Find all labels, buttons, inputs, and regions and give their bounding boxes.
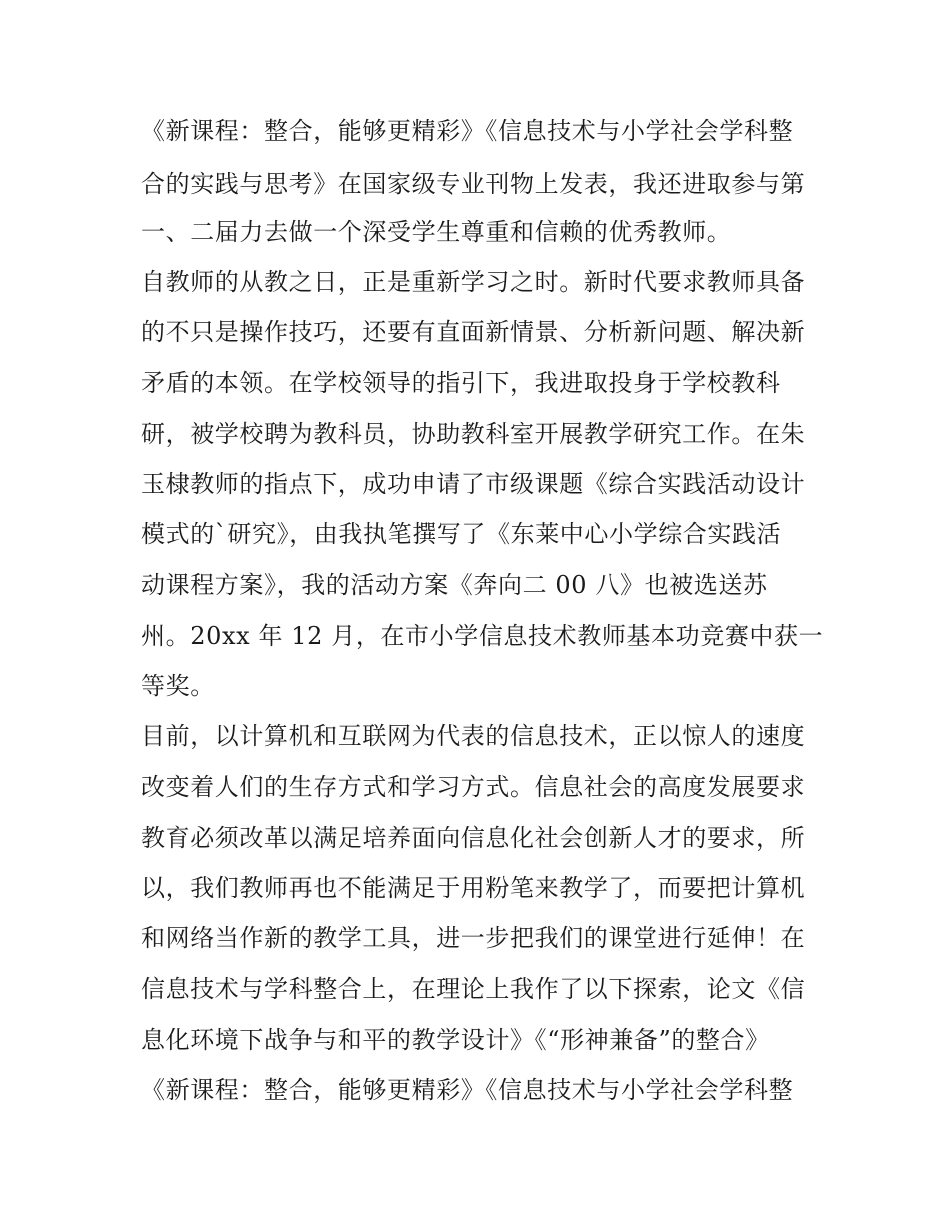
text-line: 教育必须改革以满足培养面向信息化社会创新人才的要求，所 [141,824,806,852]
text-line: 州。20xx 年 12 月，在市小学信息技术教师基本功竞赛中获一 [141,622,824,650]
text-line: 《新课程：整合，能够更精彩》《信息技术与小学社会学科整 [141,1076,794,1104]
text-line: 模式的`研究》，由我执笔撰写了《东莱中心小学综合实践活 [141,520,782,548]
text-line: 《新课程：整合，能够更精彩》《信息技术与小学社会学科整 [141,117,794,145]
text-line: 玉棣教师的指点下，成功申请了市级课题《综合实践活动设计 [141,470,806,498]
text-line: 以，我们教师再也不能满足于用粉笔来教学了，而要把计算机 [141,874,806,902]
text-line: 研，被学校聘为教科员，协助教科室开展教学研究工作。在朱 [141,420,806,448]
text-line: 合的实践与思考》在国家级专业刊物上发表，我还进取参与第 [141,170,806,198]
text-line: 信息技术与学科整合上，在理论上我作了以下探索，论文《信 [141,975,806,1003]
text-line: 改变着人们的生存方式和学习方式。信息社会的高度发展要求 [141,773,806,801]
text-line: 自教师的从教之日，正是重新学习之时。新时代要求教师具备 [141,268,806,296]
text-line: 的不只是操作技巧，还要有直面新情景、分析新问题、解决新 [141,318,806,346]
text-line: 一、二届力去做一个深受学生尊重和信赖的优秀教师。 [141,218,732,246]
text-line: 目前，以计算机和互联网为代表的信息技术，正以惊人的速度 [141,722,806,750]
text-line: 动课程方案》，我的活动方案《奔向二 00 八》也被选送苏 [141,571,768,599]
text-line: 息化环境下战争与和平的教学设计》《“形神兼备”的整合》 [141,1026,770,1054]
text-line: 矛盾的本领。在学校领导的指引下，我进取投身于学校教科 [141,369,781,397]
text-line: 和网络当作新的教学工具，进一步把我们的课堂进行延伸！在 [141,924,806,952]
text-line: 等奖。 [141,672,215,700]
